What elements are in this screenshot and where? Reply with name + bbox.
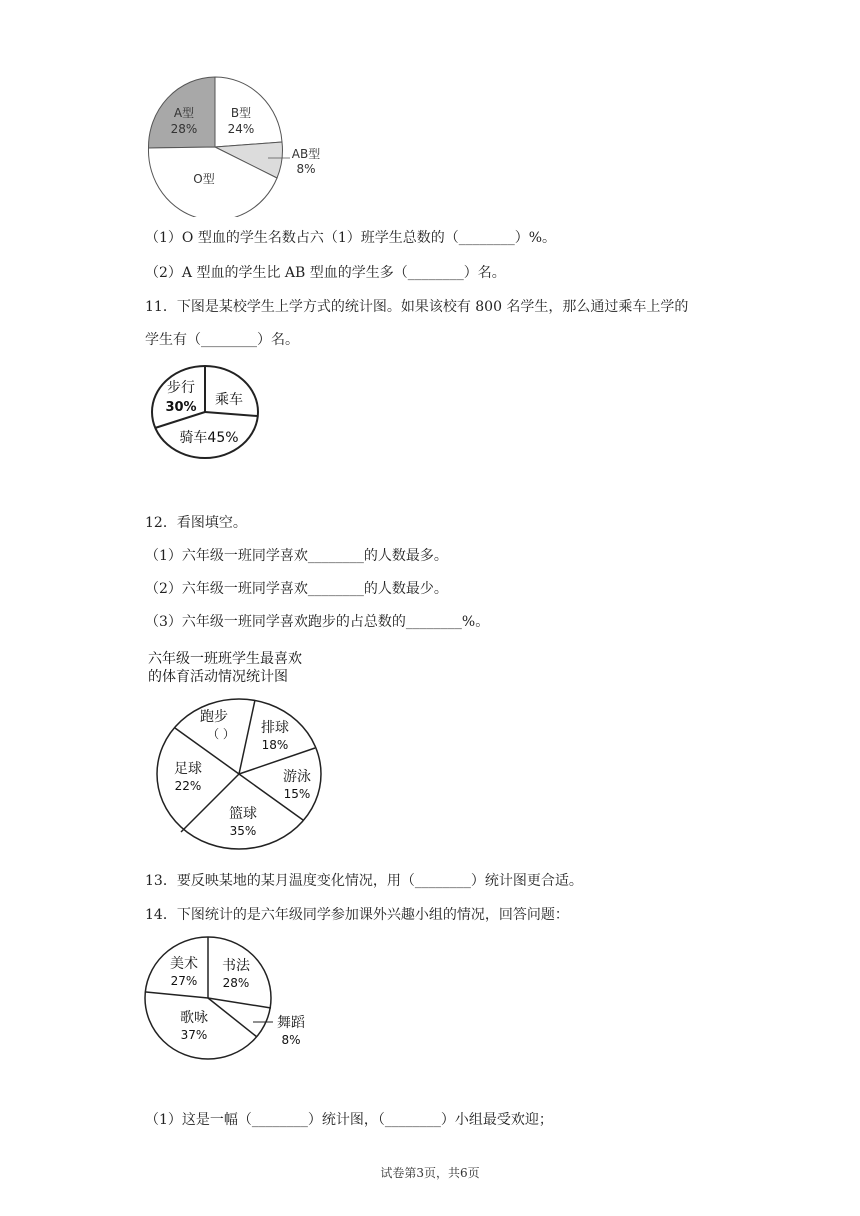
q10-sub1: （1）O 型血的学生名数占六（1）班学生总数的（________）%。 [145, 230, 557, 246]
b-pct: 24% [227, 122, 255, 136]
sports-chart-title-1: 六年级一班班学生最喜欢 [148, 651, 302, 667]
art-pct: 27% [170, 974, 198, 988]
a-pct: 28% [170, 122, 198, 136]
q14-text: 14．下图统计的是六年级同学参加课外兴趣小组的情况，回答问题： [145, 907, 569, 923]
run-pct: （ ） [207, 727, 235, 741]
interest-group-pie-chart [140, 932, 320, 1072]
sports-pie-chart [145, 650, 345, 855]
walk-pct: 30% [165, 400, 197, 415]
volleyball-label: 排球 [261, 720, 289, 736]
swim-pct: 15% [283, 787, 311, 801]
q12-sub1: （1）六年级一班同学喜欢________的人数最多。 [145, 548, 448, 564]
q13-text: 13．要反映某地的某月温度变化情况，用（________）统计图更合适。 [145, 873, 583, 889]
calligraphy-pct: 28% [222, 976, 250, 990]
art-label: 美术 [170, 956, 198, 972]
choir-label: 歌咏 [180, 1010, 208, 1026]
swim-label: 游泳 [283, 769, 311, 785]
dance-pct: 8% [281, 1033, 301, 1047]
q12-sub2: （2）六年级一班同学喜欢________的人数最少。 [145, 581, 448, 597]
basketball-label: 篮球 [229, 806, 257, 822]
q11-line2: 学生有（________）名。 [145, 332, 299, 348]
b-label: B型 [230, 106, 252, 120]
q12-sub3: （3）六年级一班同学喜欢跑步的占总数的________%。 [145, 614, 490, 630]
o-label: O型 [193, 172, 215, 186]
q10-sub2: （2）A 型血的学生比 AB 型血的学生多（________）名。 [145, 265, 506, 281]
q11-line1: 11．下图是某校学生上学方式的统计图。如果该校有 800 名学生，那么通过乘车上学的 [145, 299, 689, 315]
basketball-pct: 35% [229, 824, 257, 838]
bike-label: 骑车45% [179, 430, 239, 446]
calligraphy-label: 书法 [222, 958, 250, 974]
football-pct: 22% [174, 779, 202, 793]
football-label: 足球 [174, 761, 202, 777]
a-label: A型 [173, 106, 195, 120]
choir-pct: 37% [180, 1028, 208, 1042]
ab-pct: 8% [296, 162, 316, 176]
blood-type-pie-chart [140, 72, 340, 217]
sports-chart-title-2: 的体育活动情况统计图 [148, 669, 288, 685]
ab-label: AB型 [291, 147, 321, 161]
bus-label: 乘车 [215, 392, 243, 408]
volleyball-pct: 18% [261, 738, 289, 752]
transport-pie-chart [145, 362, 265, 462]
q12-title: 12．看图填空。 [145, 515, 247, 531]
walk-label: 步行 [167, 380, 195, 396]
q14-sub1: （1）这是一幅（________）统计图，（________）小组最受欢迎； [145, 1112, 553, 1128]
page-footer: 试卷第3页，共6页 [380, 1166, 480, 1180]
dance-label: 舞蹈 [277, 1015, 305, 1031]
run-label: 跑步 [200, 709, 228, 725]
